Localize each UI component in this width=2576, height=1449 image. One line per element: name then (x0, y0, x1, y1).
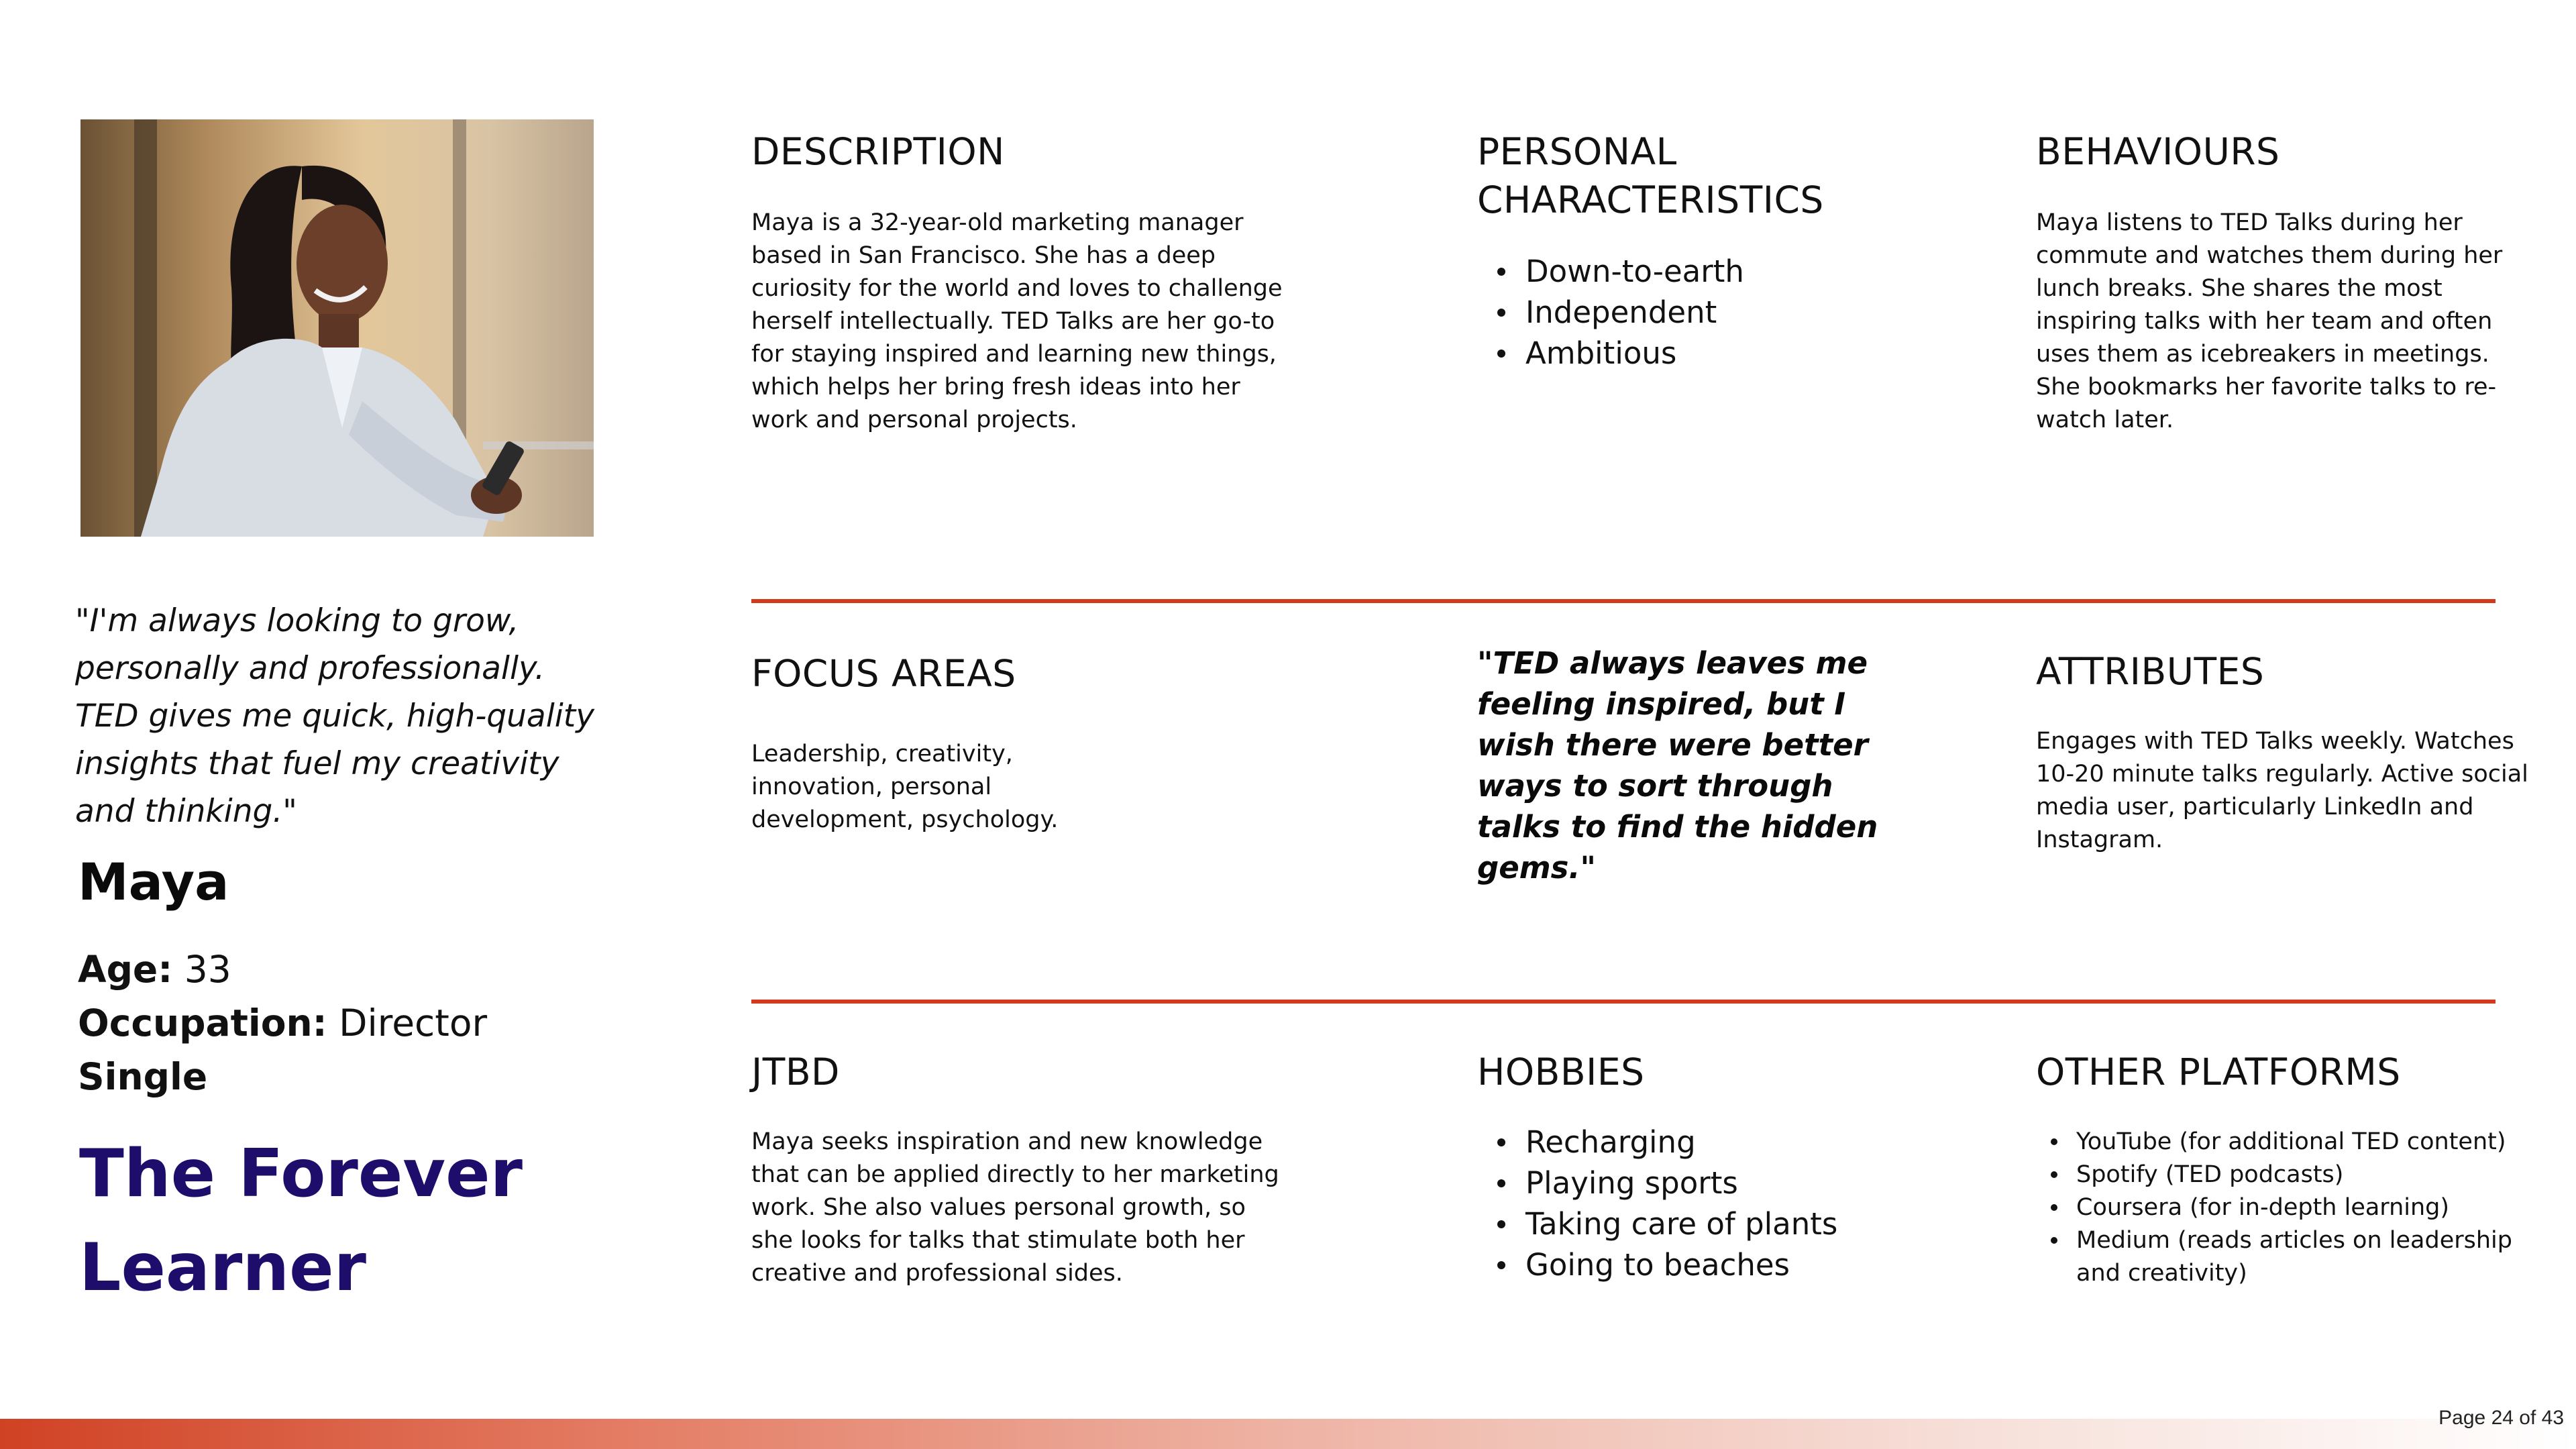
personal-characteristics-section (1477, 127, 1913, 374)
list-item: Independent (1477, 292, 1913, 333)
attributes-heading: ATTRIBUTES (2036, 650, 2265, 693)
jtbd-heading: JTBD (751, 1051, 840, 1093)
hobbies-section (1477, 1048, 1913, 1285)
other-platforms-list (2036, 1126, 2532, 1290)
other-platforms-section (2036, 1048, 2532, 1290)
focus-areas-text: Leadership, creativity, innovation, personal development, psychology. (751, 741, 1059, 833)
age-label: Age: (78, 948, 173, 991)
page-number: Page 24 of 43 (2438, 1407, 2564, 1429)
woman-with-phone-image (80, 119, 594, 537)
persona-occupation (78, 1000, 487, 1046)
focus-areas-heading: FOCUS AREAS (751, 652, 1016, 695)
occupation-label: Occupation: (78, 1002, 327, 1044)
jtbd-text: Maya seeks inspiration and new knowledge that can be applied directly to her marketing work. She also values personal growth, so she looks for talks that stimulate both her creative and professional sides. (751, 1128, 1279, 1287)
persona-title: The Forever Learner (79, 1136, 523, 1306)
behaviours-section (2036, 127, 2519, 437)
list-item: Spotify (TED podcasts) (2036, 1159, 2532, 1191)
footer-gradient-bar (0, 1419, 2576, 1449)
hobbies-list (1477, 1122, 1913, 1285)
hobbies-heading: HOBBIES (1477, 1051, 1645, 1093)
list-item: Down-to-earth (1477, 251, 1913, 292)
persona-age (78, 946, 231, 993)
description-heading: DESCRIPTION (751, 130, 1005, 173)
focus-areas-section (751, 649, 1100, 837)
description-text: Maya is a 32-year-old marketing manager based in San Francisco. She has a deep curiosity for the world and loves to challenge herself intellectually. TED Talks are her go-to for staying inspired and learning new things, which helps her bring fresh ideas into her work and personal projects. (751, 209, 1283, 433)
attributes-text: Engages with TED Talks weekly. Watches 10-20 minute talks regularly. Active social media user, particularly LinkedIn and Instagram. (2036, 728, 2528, 853)
behaviours-heading: BEHAVIOURS (2036, 130, 2280, 173)
list-item: Recharging (1477, 1122, 1913, 1163)
age-value: 33 (184, 948, 231, 991)
list-item: Coursera (for in-depth learning) (2036, 1191, 2532, 1224)
center-quote: "TED always leaves me feeling inspired, but I wish there were better ways to sort through talks to find the hidden gems." (1477, 645, 1878, 885)
persona-quote: "I'm always looking to grow, personally and professionally. TED gives me quick, high-quality insights that fuel my creativity and thinking." (75, 602, 595, 830)
list-item: Playing sports (1477, 1163, 1913, 1203)
other-platforms-heading: OTHER PLATFORMS (2036, 1051, 2401, 1093)
section-divider (751, 1000, 2496, 1004)
attributes-section (2036, 647, 2532, 857)
persona-name: Maya (78, 852, 229, 912)
section-divider (751, 599, 2496, 603)
persona-photo (80, 119, 594, 537)
description-section (751, 127, 1288, 437)
personal-characteristics-list (1477, 251, 1913, 374)
behaviours-text: Maya listens to TED Talks during her commute and watches them during her lunch breaks. She shares the most inspiring talks with her team and often uses them as icebreakers in meetings. She bookmarks her favorite talks to re-watch later. (2036, 209, 2503, 433)
persona-status: Single (78, 1055, 208, 1098)
personal-characteristics-heading: PERSONAL CHARACTERISTICS (1477, 130, 1824, 221)
list-item: Going to beaches (1477, 1244, 1913, 1285)
jtbd-section (751, 1048, 1288, 1290)
list-item: Medium (reads articles on leadership and creativity) (2036, 1224, 2532, 1290)
list-item: Ambitious (1477, 333, 1913, 374)
list-item: Taking care of plants (1477, 1203, 1913, 1244)
occupation-value: Director (339, 1002, 488, 1044)
list-item: YouTube (for additional TED content) (2036, 1126, 2532, 1159)
